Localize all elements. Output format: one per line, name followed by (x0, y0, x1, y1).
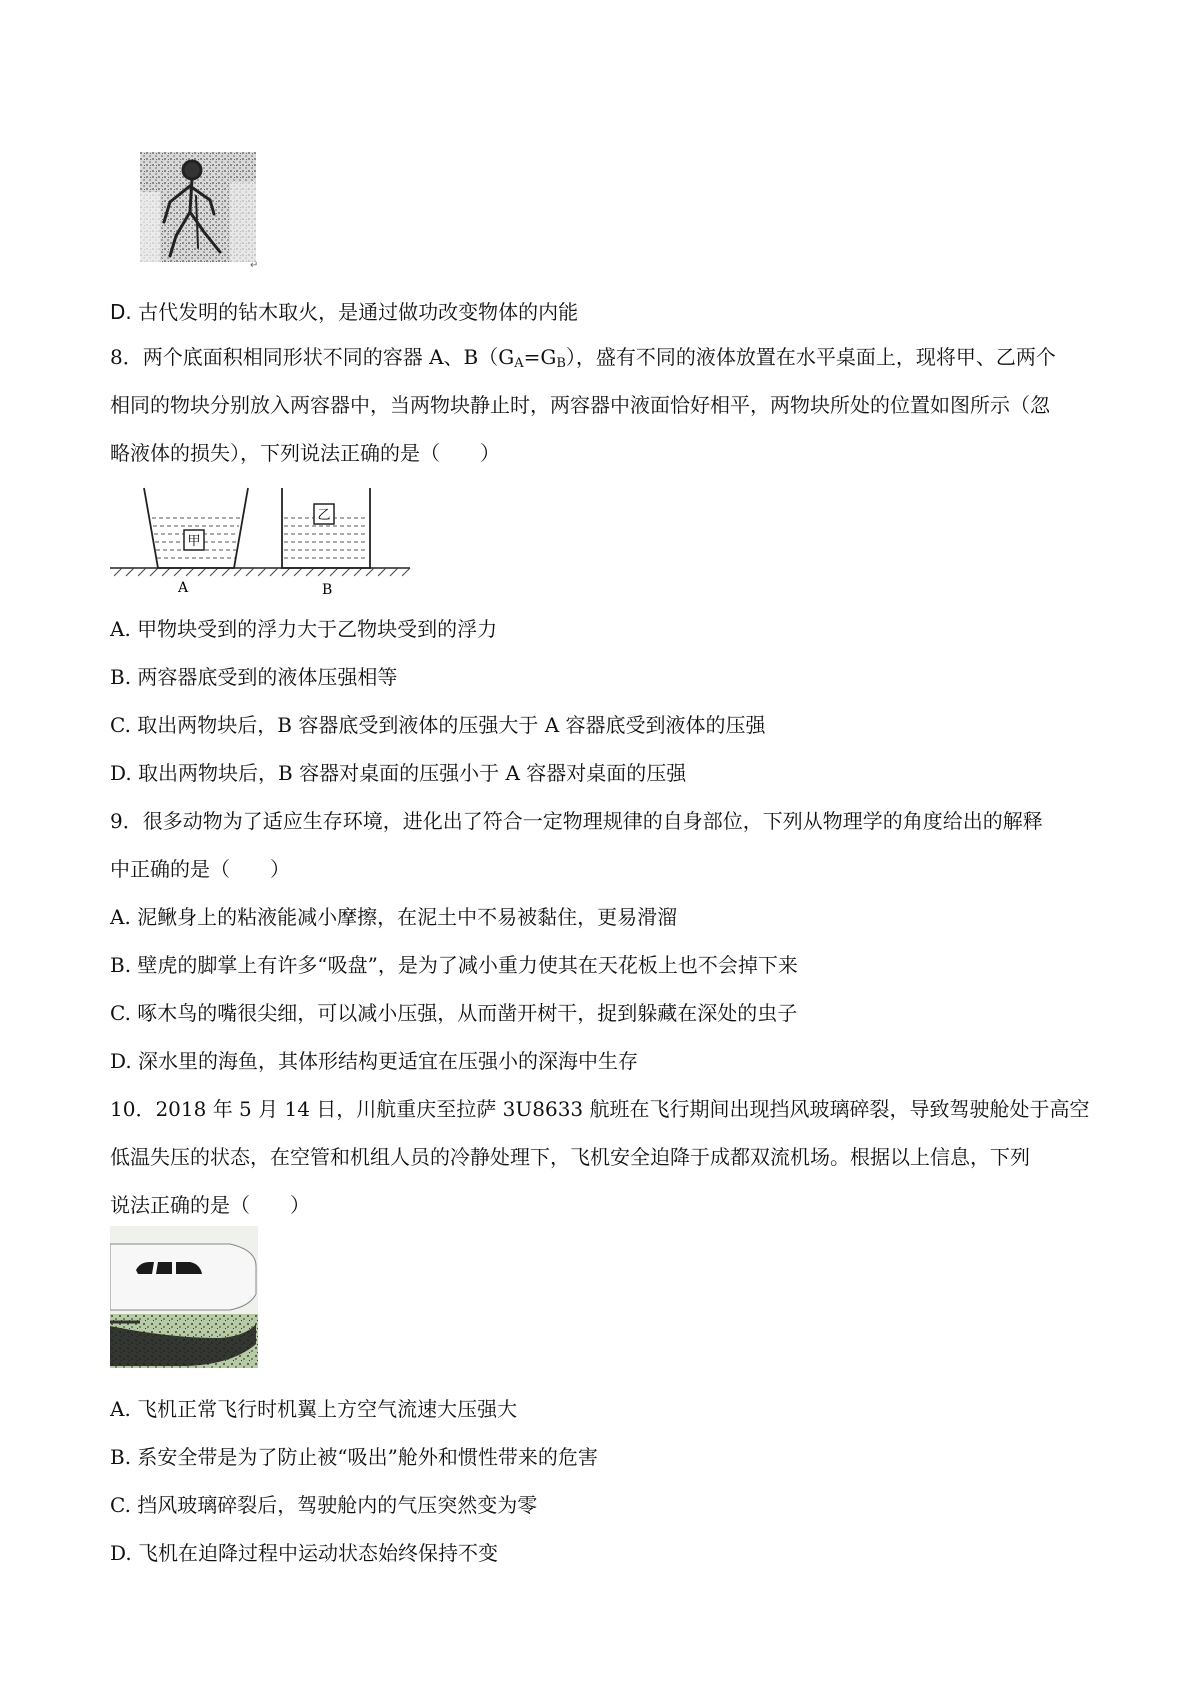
q9-stem-line-2: 中正确的是（ ） (110, 857, 290, 881)
q10-stem-line-3: 说法正确的是（ ） (110, 1193, 310, 1217)
block-jia-label: 甲 (187, 534, 201, 549)
q10-stem-line-1: 10．2018 年 5 月 14 日，川航重庆至拉萨 3U8633 航班在飞行期间出现挡风玻璃碎裂，导致驾驶舱处于高空 (110, 1097, 1090, 1121)
airplane-cockpit-image (110, 1226, 258, 1368)
q8-stem-line-3: 略液体的损失），下列说法正确的是（ ） (110, 441, 500, 465)
q8-option-c: C. 取出两物块后，B 容器底受到液体的压强大于 A 容器底受到液体的压强 (110, 713, 766, 737)
label-a: A (178, 580, 189, 596)
q10-option-d: D. 飞机在迫降过程中运动状态始终保持不变 (110, 1541, 499, 1565)
q10-option-a: A. 飞机正常飞行时机翼上方空气流速大压强大 (110, 1397, 518, 1421)
q8-stem-line-2: 相同的物块分别放入两容器中，当两物块静止时，两容器中液面恰好相平，两物块所处的位置如图所示（忽 (110, 393, 1050, 417)
q10-option-c: C. 挡风玻璃碎裂后，驾驶舱内的气压突然变为零 (110, 1493, 538, 1517)
svg-text:↵: ↵ (250, 260, 259, 270)
q10-option-b: B. 系安全带是为了防止被“吸出”舱外和惯性带来的危害 (110, 1445, 598, 1469)
containers-diagram (108, 484, 414, 598)
q9-option-a: A. 泥鳅身上的粘液能减小摩擦，在泥土中不易被黏住，更易滑溜 (110, 905, 678, 929)
q9-option-b: B. 壁虎的脚掌上有许多“吸盘”，是为了减小重力使其在天花板上也不会掉下来 (110, 953, 798, 977)
q9-stem-line-1: 9．很多动物为了适应生存环境，进化出了符合一定物理规律的自身部位，下列从物理学的角度给出的解释 (110, 809, 1043, 833)
drill-wood-fire-image (140, 152, 260, 270)
q8-option-d: D. 取出两物块后，B 容器对桌面的压强小于 A 容器对桌面的压强 (110, 761, 687, 785)
q8-stem-line-1: 8．两个底面积相同形状不同的容器 A、$B(G_A=G_B)$，盛有不同的液体放置在水平桌面上，现将甲、乙两个 (110, 345, 1056, 371)
q8-option-a: A. 甲物块受到的浮力大于乙物块受到的浮力 (110, 617, 498, 641)
q9-option-c: C. 啄木鸟的嘴很尖细，可以减小压强，从而凿开树干，捉到躲藏在深处的虫子 (110, 1001, 798, 1025)
q8-option-b: B. 两容器底受到的液体压强相等 (110, 665, 398, 689)
q7-option-d: D. 古代发明的钻木取火，是通过做功改变物体的内能 (110, 300, 579, 324)
block-yi-label: 乙 (317, 508, 331, 523)
label-b: B (322, 582, 333, 598)
q10-stem-line-2: 低温失压的状态，在空管和机组人员的冷静处理下，飞机安全迫降于成都双流机场。根据以上信息，下列 (110, 1145, 1030, 1169)
container-b (282, 488, 370, 568)
q9-option-d: D. 深水里的海鱼，其体形结构更适宜在压强小的深海中生存 (110, 1049, 639, 1073)
container-a (144, 488, 248, 568)
